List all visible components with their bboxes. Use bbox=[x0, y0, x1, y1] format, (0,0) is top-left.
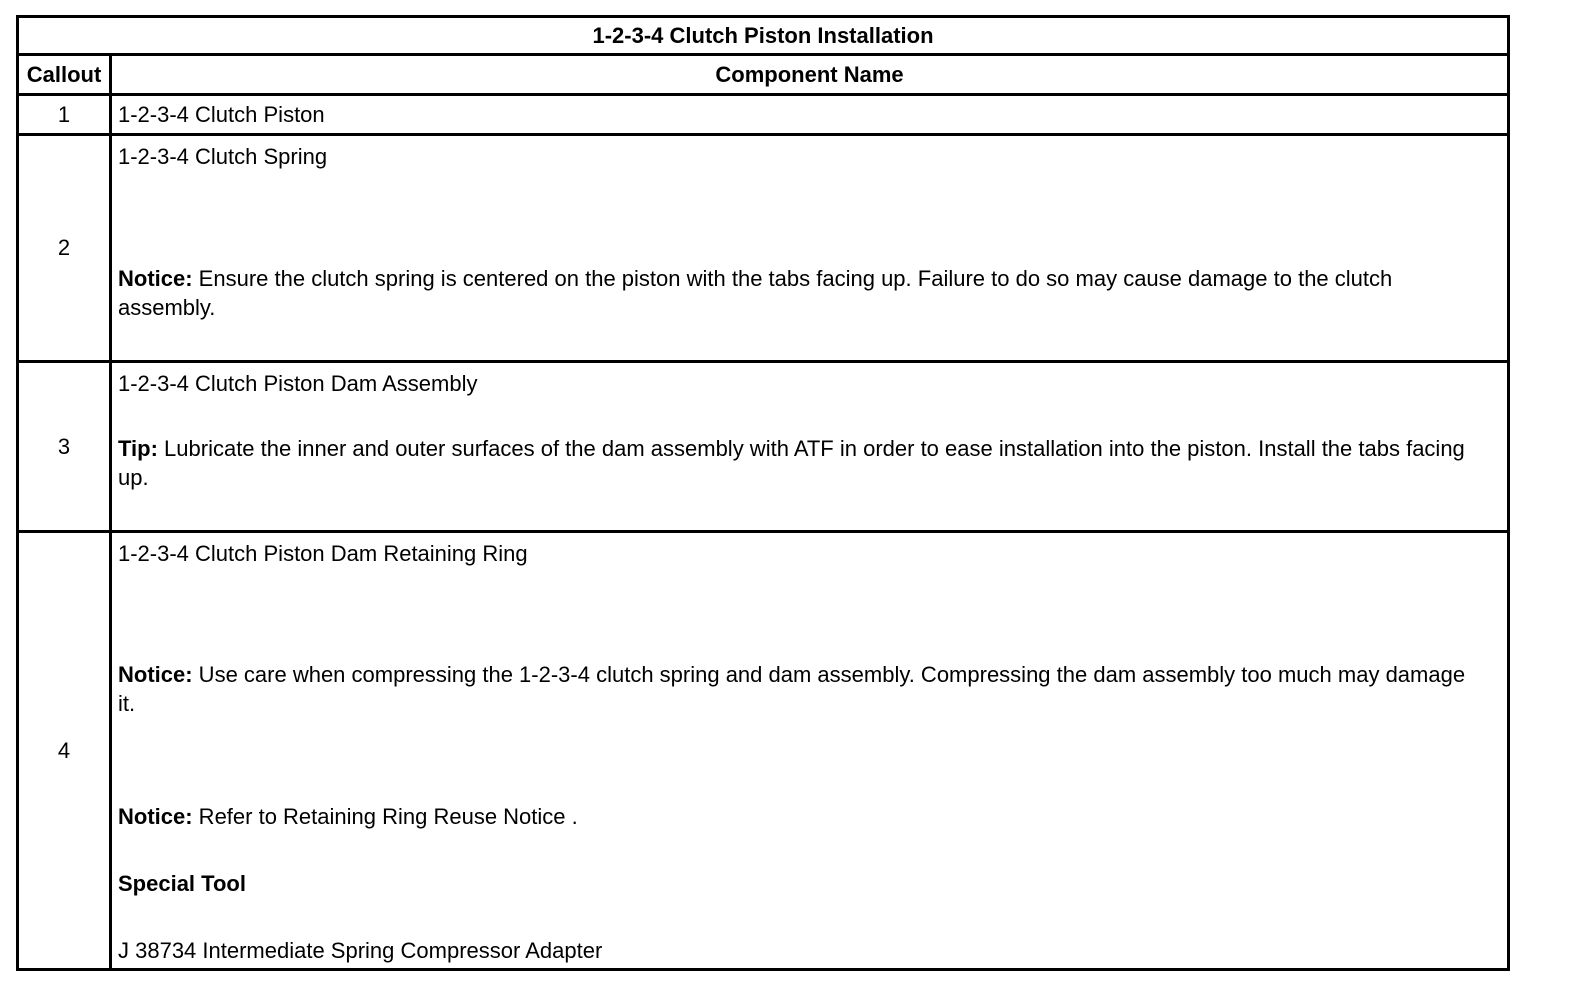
header-row bbox=[16, 56, 1510, 96]
notice-label: Notice: bbox=[118, 266, 193, 291]
notice-label: Notice: bbox=[118, 804, 193, 829]
notice-body: Use care when compressing the 1-2-3-4 clutch spring and dam assembly. Compressing the dam assembly too much may damage it. bbox=[118, 662, 1466, 716]
component-name-cell bbox=[112, 363, 1507, 530]
component-name-cell bbox=[112, 533, 1507, 968]
callout-cell: 2 bbox=[19, 136, 112, 360]
table-bottom-border bbox=[16, 968, 1510, 971]
callout-cell: 1 bbox=[19, 96, 112, 133]
table-row-1 bbox=[16, 96, 1510, 136]
component-name: 1-2-3-4 Clutch Spring bbox=[118, 144, 328, 169]
notice-text bbox=[118, 802, 1487, 831]
table-row-3 bbox=[16, 363, 1510, 533]
callout-cell: 3 bbox=[19, 363, 112, 530]
component-name-cell bbox=[112, 136, 1507, 360]
component-name-cell: 1-2-3-4 Clutch Piston bbox=[118, 102, 325, 127]
notice-label: Notice: bbox=[118, 662, 193, 687]
special-tool-label: Special Tool bbox=[118, 871, 246, 896]
callout-header: Callout bbox=[19, 56, 112, 93]
tip-body: Lubricate the inner and outer surfaces of the dam assembly with ATF in order to ease installation into the piston. Install the tabs facing up. bbox=[118, 436, 1465, 490]
callout-cell: 4 bbox=[19, 533, 112, 968]
component-name: 1-2-3-4 Clutch Piston Dam Assembly bbox=[118, 371, 478, 396]
table-title: 1-2-3-4 Clutch Piston Installation bbox=[16, 15, 1510, 56]
component-name-header: Component Name bbox=[715, 62, 904, 87]
notice-body: Refer to Retaining Ring Reuse Notice . bbox=[192, 804, 578, 829]
notice-body: Ensure the clutch spring is centered on the piston with the tabs facing up. Failure to do so may cause damage to the clutch assembly. bbox=[118, 266, 1393, 320]
table-row-2 bbox=[16, 136, 1510, 363]
special-tool-value: J 38734 Intermediate Spring Compressor Adapter bbox=[118, 938, 603, 963]
table-row-4 bbox=[16, 533, 1510, 968]
notice-text bbox=[118, 660, 1487, 718]
component-name: 1-2-3-4 Clutch Piston Dam Retaining Ring bbox=[118, 541, 528, 566]
tip-text bbox=[118, 434, 1487, 492]
notice-text bbox=[118, 264, 1487, 322]
tip-label: Tip: bbox=[118, 436, 158, 461]
